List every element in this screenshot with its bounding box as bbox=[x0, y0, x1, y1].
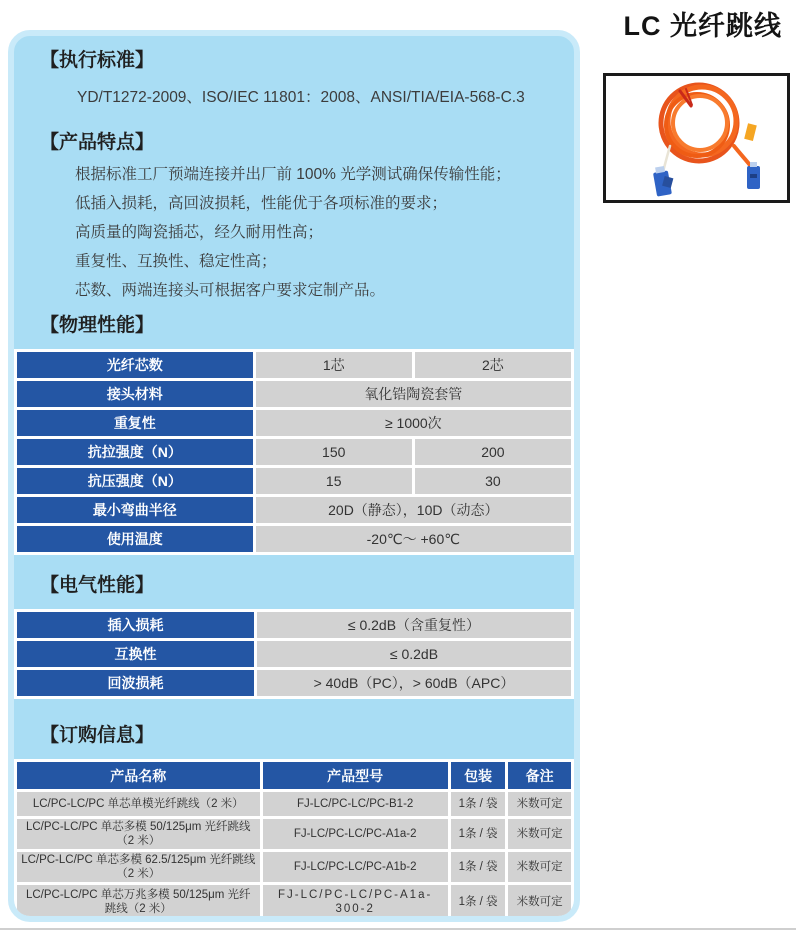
remark-cell: 米数可定 bbox=[508, 852, 571, 882]
fiber-patch-cord-photo bbox=[606, 76, 787, 200]
remark-cell: 米数可定 bbox=[508, 885, 571, 919]
section-heading-ordering: 【订购信息】 bbox=[40, 725, 155, 746]
page-bottom-divider bbox=[0, 928, 796, 930]
product-name-cell: LC/PC-LC/PC 单芯多模 50/125μm 光纤跳线（2 米） bbox=[17, 819, 260, 849]
packaging-cell: 1条 / 袋 bbox=[451, 819, 506, 849]
spec-label: 光纤芯数 bbox=[17, 352, 253, 378]
table-row bbox=[17, 819, 571, 849]
model-cell: FJ-LC/PC-LC/PC-A1b-2 bbox=[263, 852, 448, 882]
table-row bbox=[17, 526, 571, 552]
column-header-packaging: 包装 bbox=[451, 762, 506, 789]
product-photo-frame bbox=[603, 73, 790, 203]
table-row bbox=[17, 410, 571, 436]
ordering-info-table bbox=[14, 759, 574, 922]
table-row bbox=[17, 439, 571, 465]
spec-label: 使用温度 bbox=[17, 526, 253, 552]
table-row bbox=[17, 852, 571, 882]
table-row bbox=[17, 670, 571, 696]
electrical-performance-table bbox=[14, 609, 574, 699]
section-heading-features: 【产品特点】 bbox=[40, 132, 155, 153]
model-cell: FJ-LC/PC-LC/PC-A1a-2 bbox=[263, 819, 448, 849]
spec-label: 插入损耗 bbox=[17, 612, 254, 638]
feature-item: 根据标准工厂预端连接并出厂前 100% 光学测试确保传输性能； bbox=[75, 166, 511, 183]
packaging-cell: 1条 / 袋 bbox=[451, 852, 506, 882]
packaging-cell: 1条 / 袋 bbox=[451, 885, 506, 919]
spec-value: -20℃～ +60℃ bbox=[256, 526, 571, 552]
spec-value: ≥ 1000次 bbox=[256, 410, 571, 436]
spec-label: 接头材料 bbox=[17, 381, 253, 407]
product-name-cell: LC/PC-LC/PC 单芯单模光纤跳线（2 米） bbox=[17, 792, 260, 816]
table-row bbox=[17, 792, 571, 816]
table-row bbox=[17, 612, 571, 638]
table-row bbox=[17, 468, 571, 494]
spec-value: 150 bbox=[256, 439, 412, 465]
column-header-remark: 备注 bbox=[508, 762, 571, 789]
product-name-cell: LC/PC-LC/PC 单芯万兆多模 50/125μm 光纤跳线（2 米） bbox=[17, 885, 260, 919]
feature-list bbox=[14, 160, 574, 305]
spec-value: 15 bbox=[256, 468, 412, 494]
feature-item: 高质量的陶瓷插芯，经久耐用性高； bbox=[75, 224, 324, 241]
spec-label: 最小弯曲半径 bbox=[17, 497, 253, 523]
section-heading-electrical: 【电气性能】 bbox=[40, 575, 155, 596]
content-panel bbox=[8, 30, 580, 922]
table-row bbox=[17, 641, 571, 667]
remark-cell: 米数可定 bbox=[508, 819, 571, 849]
table-row bbox=[17, 497, 571, 523]
product-name-cell: LC/PC-LC/PC 单芯多模 62.5/125μm 光纤跳线（2 米） bbox=[17, 852, 260, 882]
model-cell: FJ-LC/PC-LC/PC-A1a-300-2 bbox=[263, 885, 448, 919]
spec-label: 抗拉强度（N） bbox=[17, 439, 253, 465]
table-row bbox=[17, 352, 571, 378]
feature-item: 重复性、互换性、稳定性高； bbox=[75, 253, 277, 270]
feature-item: 低插入损耗，高回波损耗，性能优于各项标准的要求； bbox=[75, 195, 448, 212]
spec-value: 200 bbox=[415, 439, 571, 465]
table-row bbox=[17, 885, 571, 919]
spec-value: ≤ 0.2dB（含重复性） bbox=[257, 612, 571, 638]
feature-item: 芯数、两端连接头可根据客户要求定制产品。 bbox=[75, 282, 386, 299]
section-heading-standards: 【执行标准】 bbox=[40, 50, 155, 71]
spec-label: 抗压强度（N） bbox=[17, 468, 253, 494]
spec-label: 回波损耗 bbox=[17, 670, 254, 696]
physical-performance-table bbox=[14, 349, 574, 555]
spec-value: > 40dB（PC），> 60dB（APC） bbox=[257, 670, 571, 696]
spec-value: 20D（静态），10D（动态） bbox=[256, 497, 571, 523]
column-header-model: 产品型号 bbox=[263, 762, 448, 789]
table-row bbox=[17, 381, 571, 407]
spec-value: 2芯 bbox=[415, 352, 571, 378]
spec-value: 30 bbox=[415, 468, 571, 494]
spec-value: 1芯 bbox=[256, 352, 412, 378]
spec-value: 氧化锆陶瓷套管 bbox=[256, 381, 571, 407]
column-header-product-name: 产品名称 bbox=[17, 762, 260, 789]
standards-text: YD/T1272-2009、ISO/IEC 11801：2008、ANSI/TIA/EIA-568-C.3 bbox=[77, 89, 525, 106]
spec-label: 重复性 bbox=[17, 410, 253, 436]
remark-cell: 米数可定 bbox=[508, 792, 571, 816]
spec-value: ≤ 0.2dB bbox=[257, 641, 571, 667]
packaging-cell: 1条 / 袋 bbox=[451, 792, 506, 816]
spec-label: 互换性 bbox=[17, 641, 254, 667]
section-heading-physical: 【物理性能】 bbox=[40, 315, 155, 336]
table-header-row bbox=[17, 762, 571, 789]
model-cell: FJ-LC/PC-LC/PC-B1-2 bbox=[263, 792, 448, 816]
page-title: LC 光纤跳线 bbox=[623, 11, 782, 41]
